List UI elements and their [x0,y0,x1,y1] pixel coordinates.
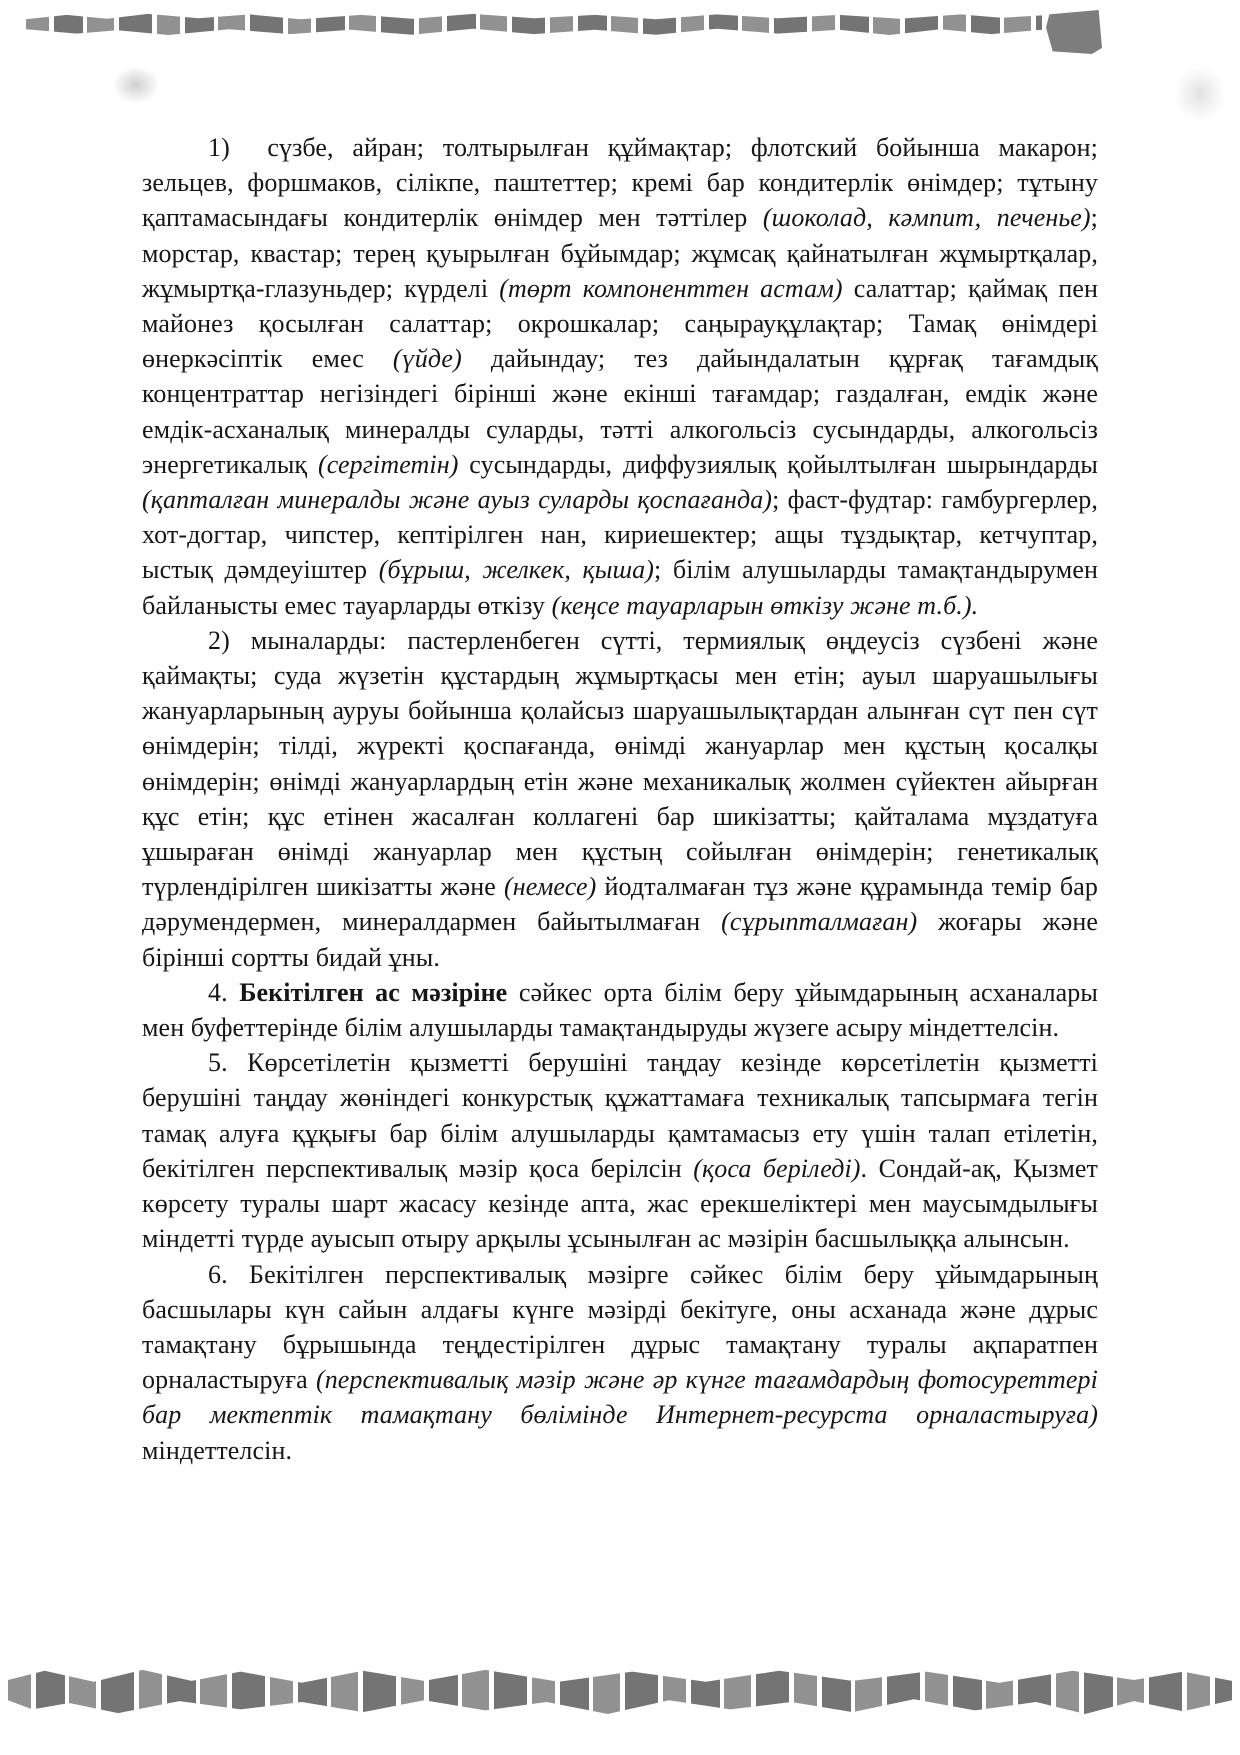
italic-run: (төрт компоненттен астам) [499,273,843,303]
italic-run: (сұрыпталмаған) [721,907,918,937]
bold-run: Бекітілген ас мәзіріне [239,977,508,1007]
paragraph [142,975,1098,1045]
text-run: ; фаст-фудтар: гамбургерлер, хот-догтар, чипстер, кептірілген нан, кириешектер; ащы тұздықтар, кетчуптар, ыстық дәмдеуіштер [142,485,1098,585]
paragraph [142,1257,1098,1468]
scan-artifact-smudge [1174,66,1226,122]
italic-run: (немесе) [503,872,597,902]
text-run: ; білім алушыларды тамақтандырумен байланысты емес тауарларды өткізу [142,555,1098,620]
text-run: 5. Көрсетілетін қызметті берушіні таңдау кезінде көрсетілетін қызметті берушіні таңдау жөніндегі конкурстық құжаттамаға техникалық тапсырмаға тегін тамақ алуға құқығы бар білім алушыларды қамтамасыз ету үшін талап етілетін, бекітілген перспективалық мәзір қоса берілсін [142,1048,1098,1183]
text-run: салаттар; қаймақ пен майонез қосылған салаттар; окрошкалар; саңырауқұлақтар; Тамақ өнімдері өнеркәсіптік емес [142,273,1098,374]
text-run: 4. [208,977,240,1007]
italic-run: (бұрыш, желкек, қыша) [378,555,655,585]
text-run: ; морстар, квастар; терең қуырылған бұйымдар; жұмсақ қайнатылған жұмыртқалар, жұмыртқа-глазуньдер; күрделі [142,203,1098,303]
text-run: 1) сүзбе, айран; толтырылған құймақтар; флотский бойынша макарон; зельцев, форшмаков, сілікпе, паштеттер; кремі бар кондитерлік өнімдер; тұтыну қаптамасындағы кондитерлік өнімдер мен тәттілер [142,133,1098,233]
italic-run: (шоколад, кәмпит, печенье) [762,203,1091,233]
paragraph [142,130,1098,623]
text-run: дайындау; тез дайындалатын құрғақ тағамдық концентраттар негізіндегі бірінші және екінші тағамдар; газдалған, емдік және емдік-асханалық минералды суларды, тәтті алкогольсіз сусындарды, алкогольсіз энергетикалық [142,344,1098,479]
text-run: сусындарды, диффузиялық қойылтылған шырындарды [458,449,1098,479]
text-run: . Сондай-ақ, Қызмет көрсету туралы шарт жасасу кезінде апта, жас ерекшеліктері мен маусымдылығы міндетті түрде ауысып отыру арқылы ұсынылған ас мәзірін басшылыққа алынсын. [142,1153,1098,1254]
text-run: 6. Бекітілген перспективалық мәзірге сәйкес білім беру ұйымдарының басшылары күн сайын алдағы күнге мәзірді бекітуге, оны асханада және дұрыс тамақтану бұрышында теңдестірілген дұрыс тамақтану туралы ақпаратпен орналастыруға [142,1259,1098,1395]
italic-run: (кеңсе тауарларын өткізу және т.б.). [551,590,979,620]
italic-run: (қапталған минералды және ауыз суларды қоспағанда) [142,485,773,515]
text-run: сәйкес орта білім беру ұйымдарының асханалары мен буфеттерінде білім алушыларды тамақтандыруды жүзеге асыру міндеттелсін. [142,977,1098,1043]
text-run: міндеттелсін. [142,1435,293,1465]
scan-artifact-bottom-band [8,1668,1232,1714]
paragraph [142,623,1098,975]
text-run: 2) мыналарды: пастерленбеген сүтті, термиялық өңдеусіз сүзбені және қаймақты; суда жүзетін құстардың жұмыртқасы мен етін; ауыл шаруашылығы жануарларының ауруы бойынша қолайсыз шаруашылықтардан алынған сүт пен сүт өнімдерін; тілді, жүректі қоспағанда, өнімді жануарлар мен құстың қосалқы өнімдерін; өнімді жануарлардың етін және механикалық жолмен сүйектен айырған құс етін; құс етінен жасалған коллагені бар шикізатты; қайталама мұздатуға ұшыраған өнімді жануарлар мен құстың сойылған өнімдерін; генетикалық түрлендірілген шикізатты және [142,625,1098,902]
italic-run: (үйде) [392,344,462,374]
text-run: йодталмаған тұз және құрамында темір бар дәрумендермен, минералдармен байытылмаған [142,872,1098,937]
italic-run: (қоса беріледі) [693,1153,861,1183]
document-text [142,0,1098,1468]
italic-run: (сергітетін) [317,449,459,479]
italic-run: (перспективалық мәзір және әр күнге тағамдардың фотосуреттері бар мектептік тамақтану бөлімінде Интернет-ресурста орналастыруға) [142,1365,1098,1430]
paragraph [142,1045,1098,1256]
text-run: жоғары және бірінші сортты бидай ұны. [142,907,1098,972]
